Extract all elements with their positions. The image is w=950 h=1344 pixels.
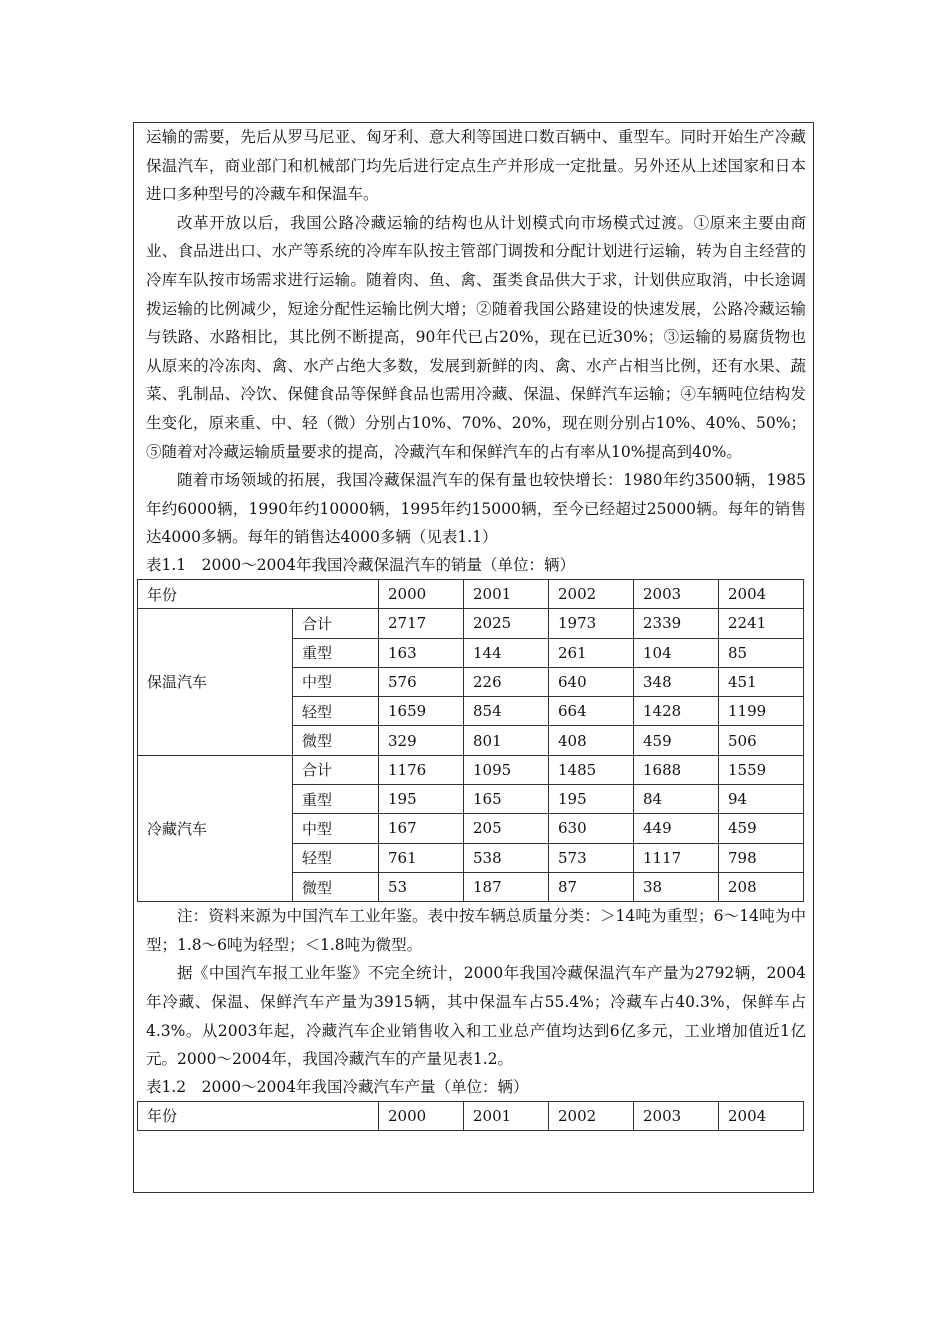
value-cell: 329 [379, 726, 464, 755]
value-cell: 1559 [719, 755, 804, 784]
year-cell: 2003 [634, 1101, 719, 1130]
value-cell: 226 [464, 667, 549, 696]
value-cell: 144 [464, 638, 549, 667]
value-cell: 1659 [379, 697, 464, 726]
value-cell: 1973 [549, 609, 634, 638]
type-cell: 微型 [293, 726, 379, 755]
table2-caption: 表1.2 2000～2004年我国冷藏汽车产量（单位：辆） [146, 1077, 529, 1096]
table2 [137, 1101, 804, 1131]
value-cell: 167 [379, 814, 464, 843]
type-cell: 微型 [293, 872, 379, 901]
value-cell: 854 [464, 697, 549, 726]
value-cell: 576 [379, 667, 464, 696]
value-cell: 1176 [379, 755, 464, 784]
table2-header-label: 年份 [138, 1101, 379, 1130]
paragraph-4: 据《中国汽车报工业年鉴》不完全统计，2000年我国冷藏保温汽车产量为2792辆，2004年冷藏、保温、保鲜汽车产量为3915辆，其中保温车占55.4%；冷藏车占40.3%，保鲜车占4.3%。从2003年起，冷藏汽车企业销售收入和工业总产值均达到6亿多元，工业增加值近1亿元。2000～2004年，我国冷藏汽车的产量见表1.2。 [146, 964, 806, 1069]
value-cell: 1688 [634, 755, 719, 784]
value-cell: 104 [634, 638, 719, 667]
value-cell: 195 [549, 784, 634, 813]
table1 [137, 579, 804, 902]
value-cell: 38 [634, 872, 719, 901]
table-row [138, 1101, 804, 1130]
value-cell: 1485 [549, 755, 634, 784]
value-cell: 1428 [634, 697, 719, 726]
table-row [138, 755, 804, 784]
value-cell: 506 [719, 726, 804, 755]
value-cell: 459 [634, 726, 719, 755]
year-cell: 2002 [549, 579, 634, 608]
group-label-insulated: 保温汽车 [138, 609, 293, 755]
value-cell: 2339 [634, 609, 719, 638]
table-row [138, 609, 804, 638]
value-cell: 801 [464, 726, 549, 755]
type-cell: 中型 [293, 667, 379, 696]
year-cell: 2000 [379, 1101, 464, 1130]
value-cell: 449 [634, 814, 719, 843]
type-cell: 轻型 [293, 697, 379, 726]
year-cell: 2001 [464, 579, 549, 608]
year-cell: 2002 [549, 1101, 634, 1130]
table1-note: 注：资料来源为中国汽车工业年鉴。表中按车辆总质量分类：＞14吨为重型；6～14吨为中型；1.8～6吨为轻型；＜1.8吨为微型。 [146, 907, 806, 954]
value-cell: 1199 [719, 697, 804, 726]
value-cell: 1095 [464, 755, 549, 784]
value-cell: 94 [719, 784, 804, 813]
table-row [138, 579, 804, 608]
value-cell: 761 [379, 843, 464, 872]
value-cell: 205 [464, 814, 549, 843]
value-cell: 163 [379, 638, 464, 667]
type-cell: 重型 [293, 638, 379, 667]
page-frame [133, 122, 814, 1193]
value-cell: 408 [549, 726, 634, 755]
value-cell: 261 [549, 638, 634, 667]
value-cell: 195 [379, 784, 464, 813]
value-cell: 348 [634, 667, 719, 696]
year-cell: 2004 [719, 1101, 804, 1130]
table1-caption: 表1.1 2000～2004年我国冷藏保温汽车的销量（单位：辆） [146, 555, 576, 574]
value-cell: 2241 [719, 609, 804, 638]
value-cell: 87 [549, 872, 634, 901]
year-cell: 2000 [379, 579, 464, 608]
value-cell: 664 [549, 697, 634, 726]
value-cell: 451 [719, 667, 804, 696]
type-cell: 合计 [293, 755, 379, 784]
value-cell: 2025 [464, 609, 549, 638]
year-cell: 2003 [634, 579, 719, 608]
paragraph-1: 运输的需要，先后从罗马尼亚、匈牙利、意大利等国进口数百辆中、重型车。同时开始生产冷藏保温汽车，商业部门和机械部门均先后进行定点生产并形成一定批量。另外还从上述国家和日本进口多种型号的冷藏车和保温车。 [146, 128, 806, 204]
value-cell: 459 [719, 814, 804, 843]
table1-header-label: 年份 [138, 579, 379, 608]
year-cell: 2001 [464, 1101, 549, 1130]
type-cell: 合计 [293, 609, 379, 638]
value-cell: 573 [549, 843, 634, 872]
value-cell: 1117 [634, 843, 719, 872]
value-cell: 85 [719, 638, 804, 667]
value-cell: 798 [719, 843, 804, 872]
value-cell: 630 [549, 814, 634, 843]
year-cell: 2004 [719, 579, 804, 608]
paragraph-2: 改革开放以后，我国公路冷藏运输的结构也从计划模式向市场模式过渡。①原来主要由商业、食品进出口、水产等系统的冷库车队按主管部门调拨和分配计划进行运输，转为自主经营的冷库车队按市场需求进行运输。随着肉、鱼、禽、蛋类食品供大于求，计划供应取消，中长途调拨运输的比例减少，短途分配性运输比例大增；②随着我国公路建设的快速发展，公路冷藏运输与铁路、水路相比，其比例不断提高，90年代已占20%，现在已近30%；③运输的易腐货物也从原来的冷冻肉、禽、水产占绝大多数，发展到新鲜的肉、禽、水产占相当比例，还有水果、蔬菜、乳制品、冷饮、保健食品等保鲜食品也需用冷藏、保温、保鲜汽车运输；④车辆吨位结构发生变化，原来重、中、轻（微）分别占10%、70%、20%，现在则分别占10%、40%、50%；⑤随着对冷藏运输质量要求的提高，冷藏汽车和保鲜汽车的占有率从10%提高到40%。 [146, 213, 806, 461]
type-cell: 重型 [293, 784, 379, 813]
type-cell: 中型 [293, 814, 379, 843]
document-body [146, 123, 806, 1131]
value-cell: 2717 [379, 609, 464, 638]
value-cell: 187 [464, 872, 549, 901]
value-cell: 53 [379, 872, 464, 901]
value-cell: 165 [464, 784, 549, 813]
value-cell: 640 [549, 667, 634, 696]
group-label-refrigerated: 冷藏汽车 [138, 755, 293, 901]
type-cell: 轻型 [293, 843, 379, 872]
paragraph-3: 随着市场领域的拓展，我国冷藏保温汽车的保有量也较快增长：1980年约3500辆，1985年约6000辆，1990年约10000辆，1995年约15000辆，至今已经超过25000辆。每年的销售达4000多辆。每年的销售达4000多辆（见表1.1） [146, 471, 806, 547]
value-cell: 208 [719, 872, 804, 901]
value-cell: 84 [634, 784, 719, 813]
value-cell: 538 [464, 843, 549, 872]
